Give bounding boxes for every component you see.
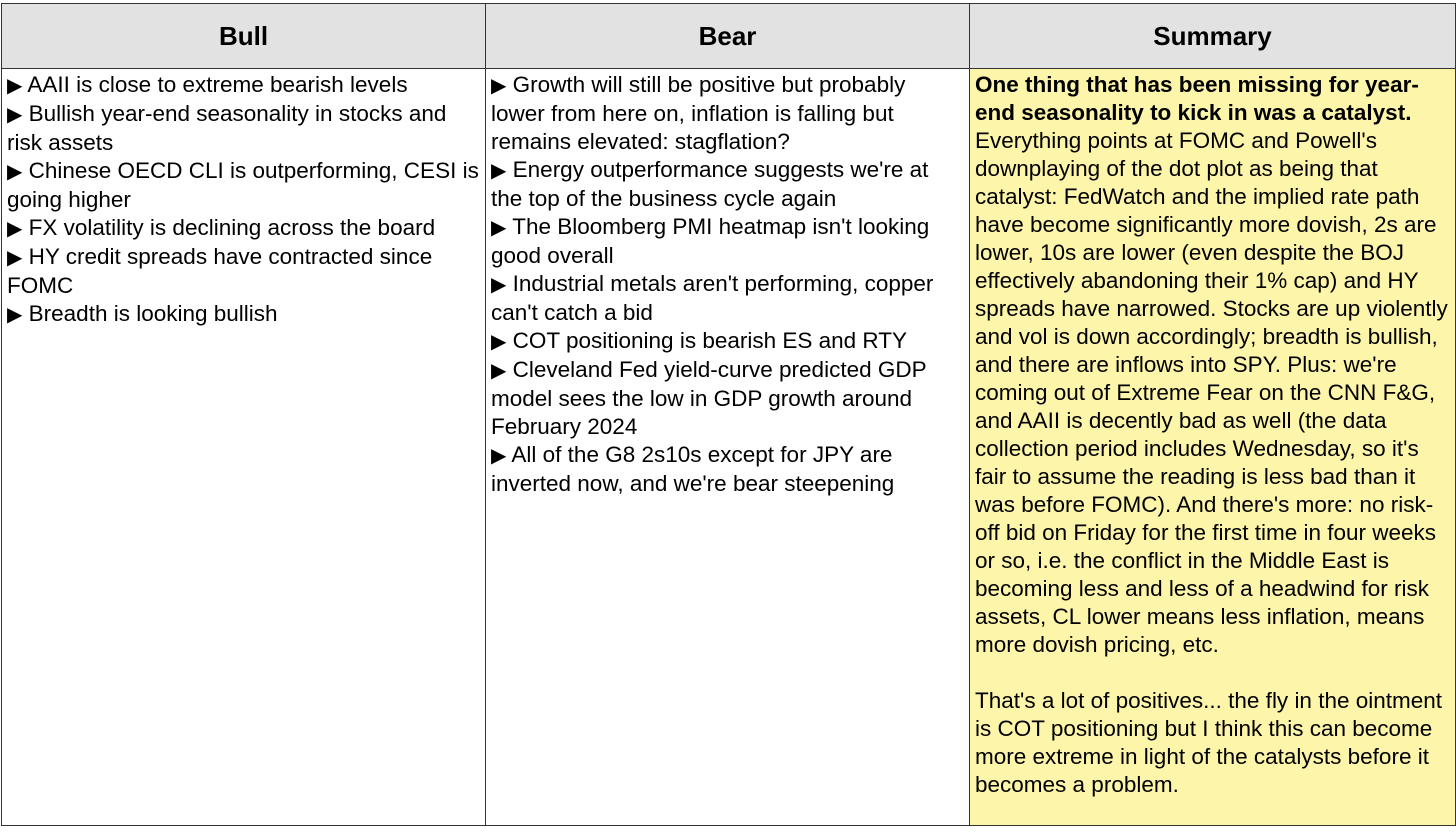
bullet-triangle-icon: ▶	[7, 104, 23, 126]
bullet-triangle-icon: ▶	[491, 274, 507, 296]
bull-bear-summary-table	[1, 3, 1456, 826]
bear-item-text: Growth will still be positive but probably lower from here on, inflation is falling but remains elevated: stagflation?	[491, 72, 906, 154]
bear-item-text: Cleveland Fed yield-curve predicted GDP model sees the low in GDP growth around February 2024	[491, 357, 927, 439]
bull-item-text: Chinese OECD CLI is outperforming, CESI is going higher	[7, 158, 479, 212]
header-summary[interactable]: Summary	[970, 4, 1456, 69]
summary-paragraph-2: That's a lot of positives... the fly in the ointment is COT positioning but I think this can become more extreme in light of the catalysts before it becomes a problem.	[975, 688, 1443, 797]
header-row	[2, 4, 1456, 69]
bull-item	[7, 100, 480, 157]
bear-cell[interactable]	[486, 69, 970, 826]
bull-item-text: Breadth is looking bullish	[28, 301, 278, 326]
summary-body-text: Everything points at FOMC and Powell's downplaying of the dot plot as being that catalyst: FedWatch and the implied rate path have become significantly more dovish, 2s are lower, 10s are lower (even despite the BOJ effectively abandoning their 1% cap) and HY spreads have narrowed. Stocks are up violently and vol is down accordingly; breadth is bullish, and there are inflows into SPY. Plus: we're coming out of Extreme Fear on the CNN F&G, and AAII is decently bad as well (the data collection period includes Wednesday, so it's fair to assume the reading is less bad than it was before FOMC). And there's more: no risk-off bid on Friday for the first time in four weeks or so, i.e. the conflict in the Middle East is becoming less and less of a headwind for risk assets, CL lower means less inflation, means more dovish pricing, etc.	[975, 128, 1448, 657]
bullet-triangle-icon: ▶	[491, 75, 507, 97]
bullet-triangle-icon: ▶	[491, 160, 507, 182]
bear-item	[491, 156, 964, 213]
bullet-triangle-icon: ▶	[7, 75, 23, 97]
summary-cell[interactable]	[970, 69, 1456, 826]
bull-item-text: HY credit spreads have contracted since FOMC	[7, 244, 433, 298]
summary-paragraph-1	[975, 72, 1448, 657]
bull-item	[7, 71, 480, 100]
bullet-triangle-icon: ▶	[7, 247, 23, 269]
bear-item	[491, 441, 964, 498]
bullet-triangle-icon: ▶	[7, 304, 23, 326]
bear-item	[491, 356, 964, 441]
bull-item	[7, 300, 480, 329]
bull-item	[7, 214, 480, 243]
bull-item-text: Bullish year-end seasonality in stocks and risk assets	[7, 101, 447, 155]
bullet-triangle-icon: ▶	[491, 217, 507, 239]
bull-item-text: AAII is close to extreme bearish levels	[27, 72, 408, 97]
bear-item-text: COT positioning is bearish ES and RTY	[512, 328, 908, 353]
bear-item-text: Energy outperformance suggests we're at the top of the business cycle again	[491, 157, 929, 211]
bear-item	[491, 213, 964, 270]
bullet-triangle-icon: ▶	[491, 445, 507, 467]
bull-item	[7, 157, 480, 214]
bear-item	[491, 270, 964, 327]
bullet-triangle-icon: ▶	[7, 161, 23, 183]
bear-item-text: The Bloomberg PMI heatmap isn't looking good overall	[491, 214, 930, 268]
bullet-triangle-icon: ▶	[491, 331, 507, 353]
bear-item-text: Industrial metals aren't performing, copper can't catch a bid	[491, 271, 934, 325]
summary-lead-text: One thing that has been missing for year-end seasonality to kick in was a catalyst.	[975, 72, 1419, 125]
bear-item	[491, 327, 964, 356]
paragraph-gap	[975, 659, 1450, 687]
bear-item-text: All of the G8 2s10s except for JPY are inverted now, and we're bear steepening	[491, 442, 895, 496]
bullet-triangle-icon: ▶	[491, 360, 507, 382]
bull-item	[7, 243, 480, 300]
bull-cell[interactable]	[2, 69, 486, 826]
header-bear[interactable]: Bear	[486, 4, 970, 69]
bear-item	[491, 71, 964, 156]
header-bull[interactable]: Bull	[2, 4, 486, 69]
content-row	[2, 69, 1456, 826]
bull-item-text: FX volatility is declining across the board	[28, 215, 436, 240]
bullet-triangle-icon: ▶	[7, 218, 23, 240]
